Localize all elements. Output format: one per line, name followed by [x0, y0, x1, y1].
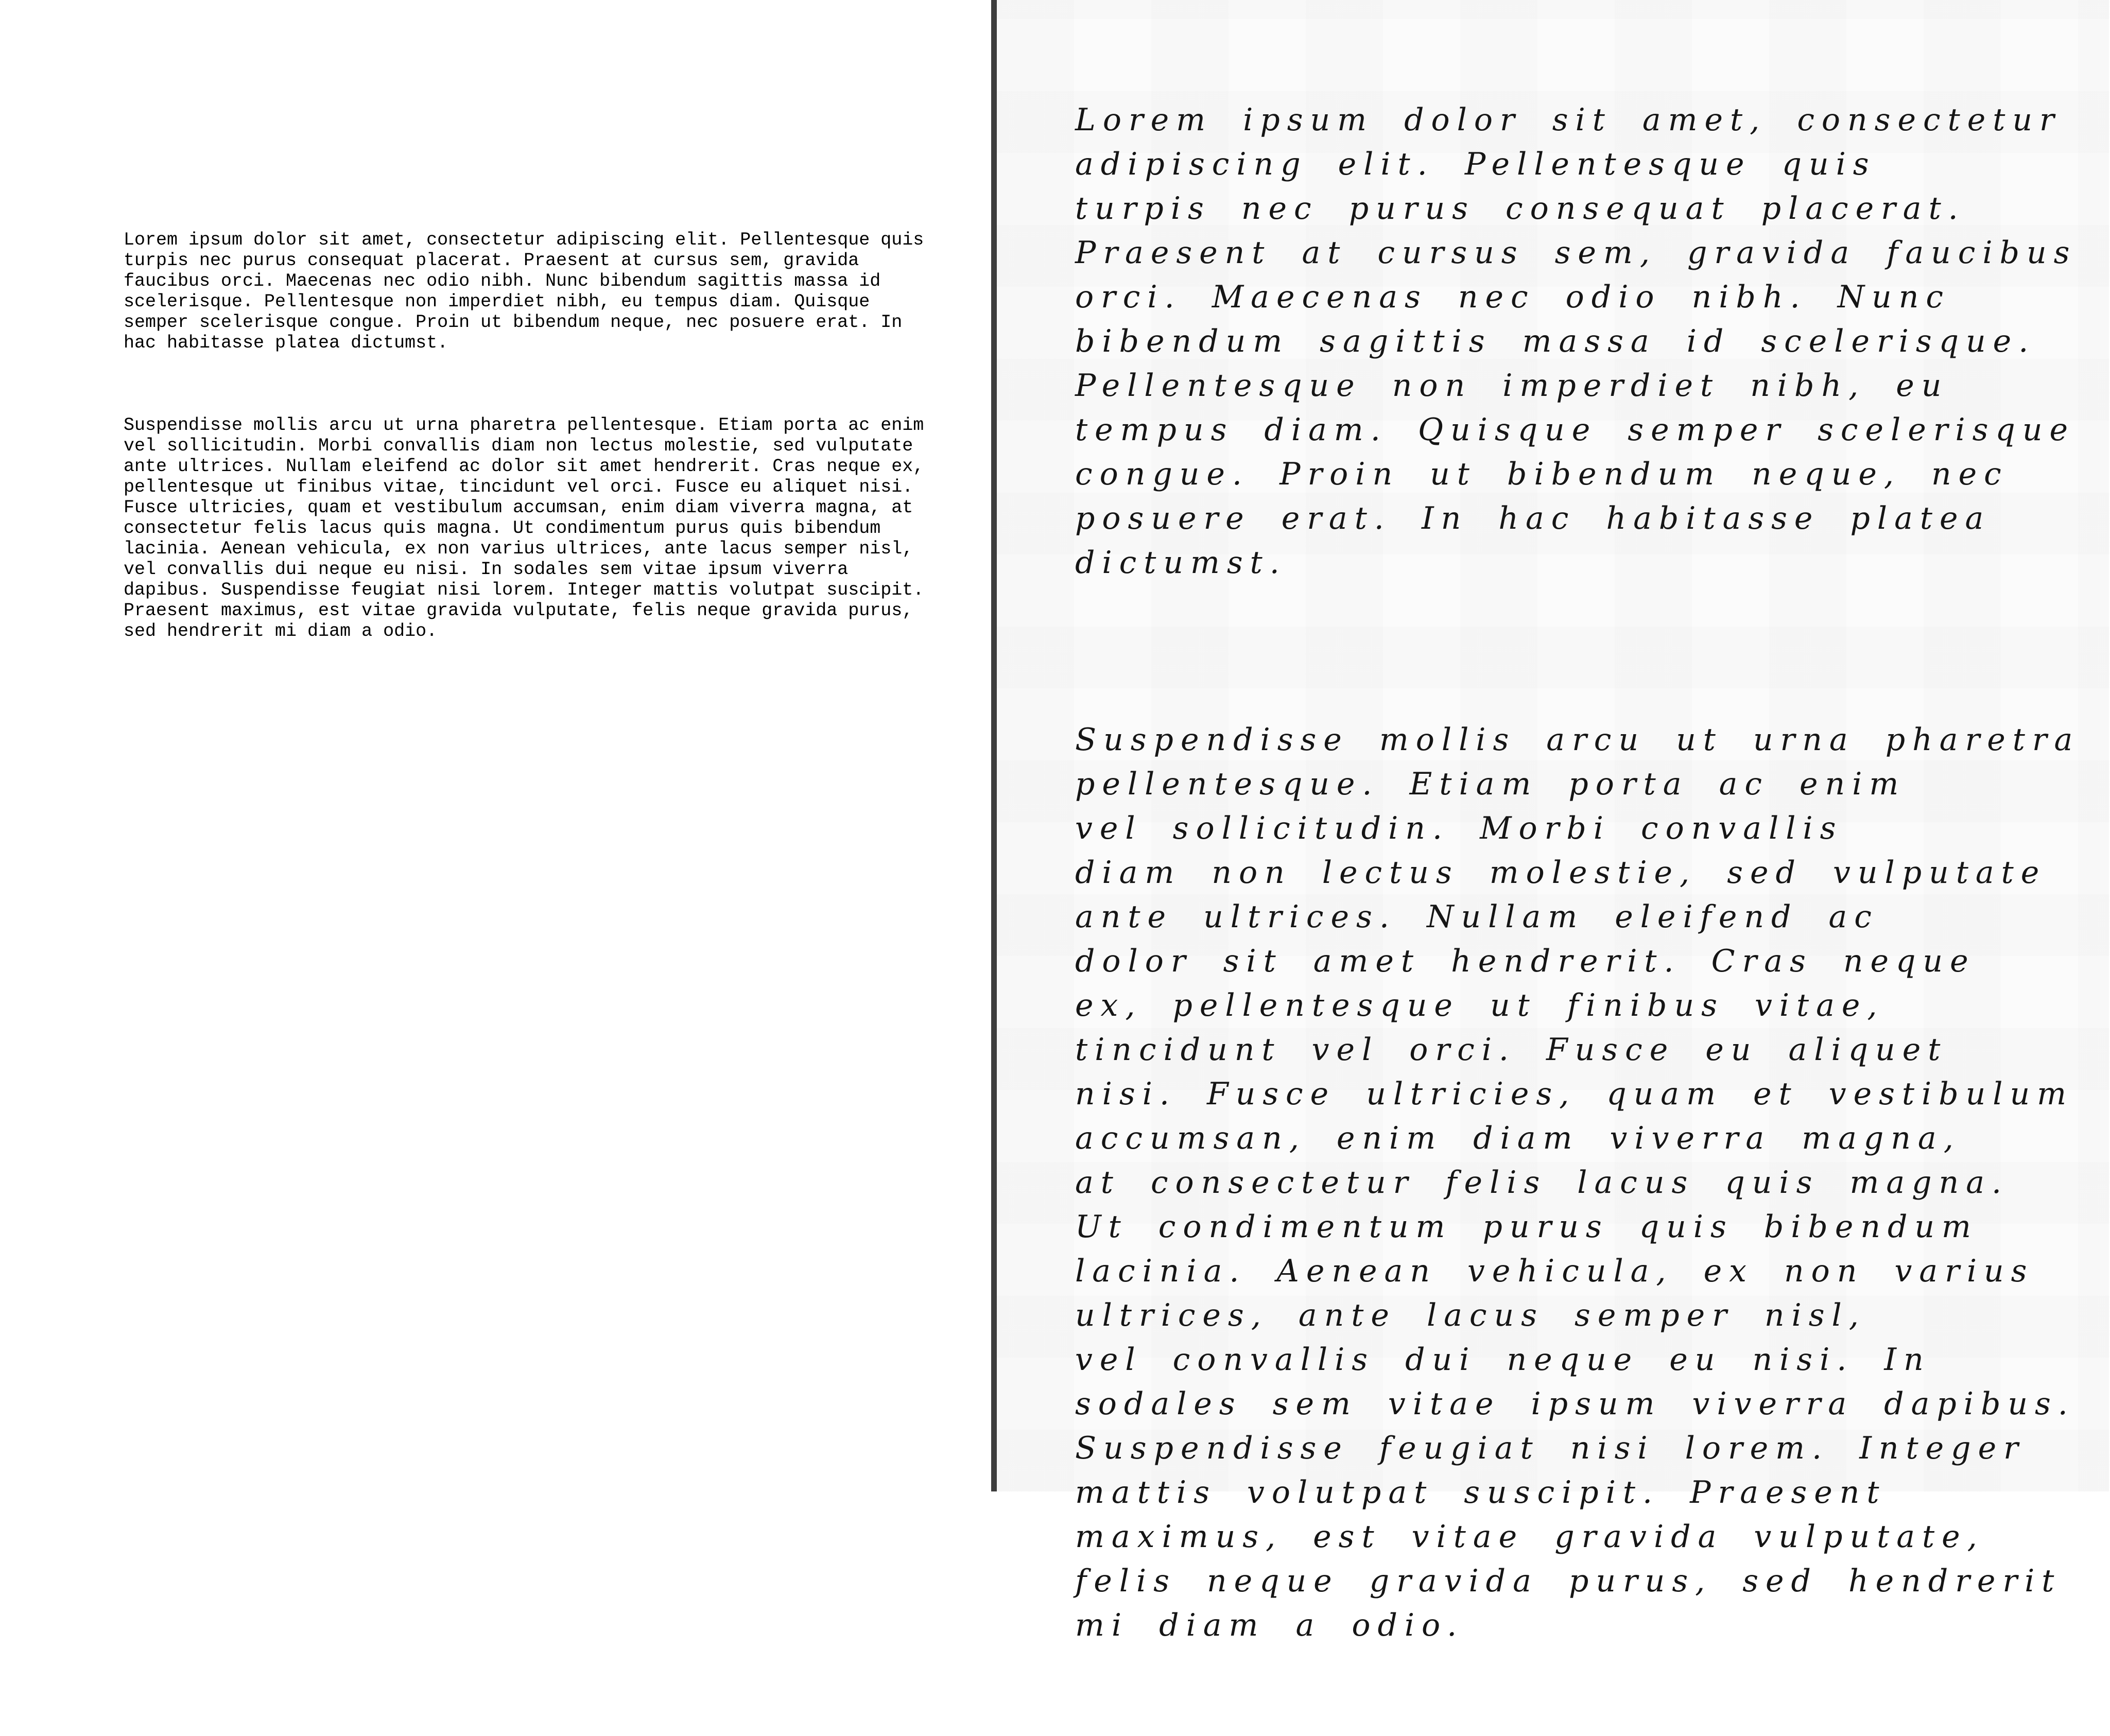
handwritten-line: orci. Maecenas nec odio nibh. Nunc — [1075, 279, 1951, 315]
handwritten-line: vel convallis dui neque eu nisi. In — [1075, 1342, 1931, 1378]
handwritten-line: tincidunt vel orci. Fusce eu aliquet — [1075, 1032, 1948, 1068]
handwritten-line: turpis nec purus consequat placerat. — [1075, 190, 1965, 227]
typed-line: lacinia. Aenean vehicula, ex non varius ultrices, ante lacus semper nisl, — [124, 539, 913, 559]
handwritten-line: accumsan, enim diam viverra magna, — [1075, 1120, 1961, 1156]
handwritten-line: Lorem ipsum dolor sit amet, consectetur — [1075, 102, 2062, 138]
handwritten-line: dictumst. — [1075, 545, 1287, 581]
typed-line: faucibus orci. Maecenas nec odio nibh. Nunc bibendum sagittis massa id — [124, 271, 881, 291]
handwritten-line: congue. Proin ut bibendum neque, nec — [1075, 456, 2009, 492]
typed-line: sed hendrerit mi diam a odio. — [124, 621, 438, 641]
typed-line: dapibus. Suspendisse feugiat nisi lorem. Integer mattis volutpat suscipit. — [124, 580, 924, 600]
typed-text-block — [124, 188, 924, 683]
handwritten-line: maximus, est vitae gravida vulputate, — [1075, 1519, 1984, 1555]
typed-line: consectetur felis lacus quis magna. Ut condimentum purus quis bibendum — [124, 518, 881, 539]
typed-line: Praesent maximus, est vitae gravida vulputate, felis neque gravida purus, — [124, 600, 913, 621]
handwritten-line: Suspendisse mollis arcu ut urna pharetra — [1075, 722, 2080, 758]
handwritten-line: ex, pellentesque ut finibus vitae, — [1075, 987, 1884, 1023]
handwritten-line: mattis volutpat suscipit. Praesent — [1075, 1474, 1887, 1511]
handwritten-paragraph-2 — [1075, 718, 2110, 1647]
typed-line: ante ultrices. Nullam eleifend ac dolor sit amet hendrerit. Cras neque ex, — [124, 456, 924, 477]
handwritten-line: sodales sem vitae ipsum viverra dapibus. — [1075, 1386, 2075, 1422]
typed-line: vel convallis dui neque eu nisi. In sodales sem vitae ipsum viverra — [124, 559, 849, 580]
handwritten-text-page — [997, 0, 2109, 1643]
typed-line: turpis nec purus consequat placerat. Praesent at cursus sem, gravida — [124, 250, 859, 271]
typed-line: Suspendisse mollis arcu ut urna pharetra pellentesque. Etiam porta ac enim — [124, 415, 924, 436]
typed-line: Lorem ipsum dolor sit amet, consectetur adipiscing elit. Pellentesque quis — [124, 230, 924, 250]
typed-line: semper scelerisque congue. Proin ut bibendum neque, nec posuere erat. In — [124, 312, 903, 333]
page-divider — [991, 0, 997, 1491]
handwritten-line: Pellentesque non imperdiet nibh, eu — [1075, 368, 1949, 404]
typed-line: hac habitasse platea dictumst. — [124, 333, 448, 353]
typed-text-page — [0, 0, 991, 1491]
typed-line: vel sollicitudin. Morbi convallis diam non lectus molestie, sed vulputate — [124, 436, 913, 456]
handwritten-line: bibendum sagittis massa id scelerisque. — [1075, 323, 2036, 359]
handwritten-line: mi diam a odio. — [1075, 1607, 1464, 1643]
handwritten-line: at consectetur felis lacus quis magna. — [1075, 1165, 2009, 1201]
typed-line: scelerisque. Pellentesque non imperdiet nibh, eu tempus diam. Quisque — [124, 291, 870, 312]
handwritten-line: Praesent at cursus sem, gravida faucibus — [1075, 235, 2077, 271]
handwritten-line: ante ultrices. Nullam eleifend ac — [1075, 899, 1879, 935]
handwritten-line: tempus diam. Quisque semper scelerisque — [1075, 412, 2075, 448]
handwritten-line: dolor sit amet hendrerit. Cras neque — [1075, 943, 1976, 979]
handwritten-line: vel sollicitudin. Morbi convallis — [1075, 810, 1843, 846]
handwritten-line: posuere erat. In hac habitasse platea — [1075, 500, 1991, 536]
typed-paragraph-2 — [124, 415, 924, 641]
handwritten-line: nisi. Fusce ultricies, quam et vestibulum — [1075, 1076, 2074, 1112]
typed-line: pellentesque ut finibus vitae, tincidunt vel orci. Fusce eu aliquet nisi. — [124, 477, 913, 497]
handwritten-line: pellentesque. Etiam porta ac enim — [1075, 766, 1906, 802]
handwritten-line: ultrices, ante lacus semper nisl, — [1075, 1297, 1866, 1333]
handwritten-line: diam non lectus molestie, sed vulputate — [1075, 855, 2047, 891]
handwritten-line: Ut condimentum purus quis bibendum — [1075, 1209, 1978, 1245]
handwritten-line: adipiscing elit. Pellentesque quis — [1075, 146, 1876, 182]
handwritten-line: felis neque gravida purus, sed hendrerit — [1075, 1563, 2062, 1599]
typed-paragraph-1 — [124, 230, 924, 353]
handwritten-text-block — [1075, 9, 2110, 1736]
typed-line: Fusce ultricies, quam et vestibulum accumsan, enim diam viverra magna, at — [124, 497, 913, 518]
handwritten-paragraph-1 — [1075, 98, 2110, 585]
handwritten-line: lacinia. Aenean vehicula, ex non varius — [1075, 1253, 2034, 1289]
handwritten-line: Suspendisse feugiat nisi lorem. Integer — [1075, 1430, 2026, 1466]
